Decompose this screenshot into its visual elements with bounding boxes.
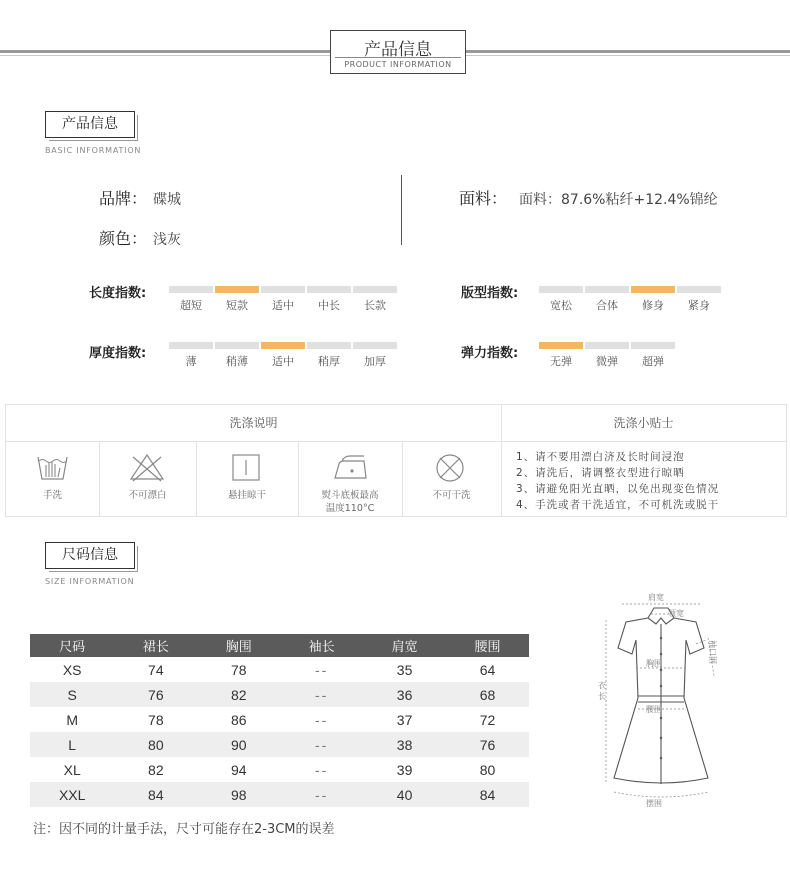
length-index-scale bbox=[169, 286, 397, 313]
length-index-bar bbox=[215, 286, 259, 293]
table-cell: 36 bbox=[363, 682, 446, 707]
wash-table bbox=[5, 404, 787, 517]
wash-cell-iron bbox=[298, 441, 402, 517]
fit-index-bar bbox=[585, 286, 629, 293]
table-cell: -- bbox=[280, 782, 363, 807]
fit-index-option-label: 紧身 bbox=[688, 299, 710, 312]
length-index-option bbox=[169, 286, 213, 313]
wash-tip: 4、手洗或者干洗适宜，不可机洗或脱干 bbox=[516, 499, 720, 511]
elasticity-index-option-label: 超弹 bbox=[642, 355, 664, 368]
size-section-subtitle: SIZE INFORMATION bbox=[45, 577, 135, 586]
elasticity-index-scale bbox=[539, 342, 675, 369]
size-col-header: 胸围 bbox=[197, 634, 280, 657]
hand-wash-icon bbox=[6, 451, 99, 483]
size-col-header: 裙长 bbox=[114, 634, 197, 657]
thickness-index-option bbox=[353, 342, 397, 369]
table-cell: 90 bbox=[197, 732, 280, 757]
wash-tip: 1、请不要用漂白济及长时间浸泡 bbox=[516, 451, 685, 463]
fabric-value: 面料：87.6%粘纤+12.4%锦纶 bbox=[519, 192, 718, 208]
thickness-index-scale bbox=[169, 342, 397, 369]
wash-tips-header: 洗涤小贴士 bbox=[501, 405, 786, 442]
table-cell: 82 bbox=[197, 682, 280, 707]
header-rule-right bbox=[465, 50, 790, 53]
table-cell: 78 bbox=[230, 661, 247, 678]
collar-width-label: 领宽 bbox=[668, 609, 684, 618]
table-cell: M bbox=[66, 711, 79, 728]
basic-section-subtitle: BASIC INFORMATION bbox=[45, 146, 142, 155]
elasticity-index-option bbox=[585, 342, 629, 369]
length-index-option bbox=[353, 286, 397, 313]
no-bleach-caption: 不可漂白 bbox=[128, 490, 167, 501]
length-index-option-label: 超短 bbox=[180, 299, 202, 312]
length-index-bar bbox=[169, 286, 213, 293]
length-index-option bbox=[261, 286, 305, 313]
size-table-header-row bbox=[30, 634, 529, 657]
chest-label: 胸围 bbox=[646, 659, 662, 668]
table-row bbox=[30, 782, 529, 807]
length-label-2: 长 bbox=[598, 692, 606, 701]
table-cell: 35 bbox=[396, 661, 413, 678]
elasticity-index-bar bbox=[539, 342, 583, 349]
wash-tips-list bbox=[516, 449, 719, 513]
length-index-bar bbox=[307, 286, 351, 293]
fit-index-scale bbox=[539, 286, 721, 313]
iron-caption-line1: 熨斗底板最高 bbox=[321, 490, 379, 501]
elasticity-index-label: 弹力指数: bbox=[461, 346, 519, 361]
fit-index-option-label: 宽松 bbox=[550, 299, 572, 312]
size-col-header: 袖长 bbox=[280, 634, 363, 657]
wash-tip: 2、请洗后，请调整衣型进行晾晒 bbox=[516, 467, 685, 479]
table-row bbox=[30, 757, 529, 782]
page-title: 产品信息 bbox=[364, 40, 432, 60]
table-cell: 38 bbox=[363, 732, 446, 757]
size-table bbox=[30, 634, 529, 807]
hang-dry-caption: 悬挂晾干 bbox=[227, 490, 266, 501]
thickness-index-option-label: 稍厚 bbox=[318, 355, 340, 368]
table-cell: 64 bbox=[479, 661, 496, 678]
table-cell: 84 bbox=[114, 782, 197, 807]
thickness-index-label: 厚度指数: bbox=[89, 346, 147, 361]
wash-divider-main bbox=[501, 405, 502, 516]
wash-instructions-header: 洗涤说明 bbox=[6, 405, 501, 442]
table-cell: 40 bbox=[363, 782, 446, 807]
page-subtitle: PRODUCT INFORMATION bbox=[331, 60, 465, 69]
table-row bbox=[30, 707, 529, 732]
fit-index-option bbox=[631, 286, 675, 313]
fit-index-option-label: 合体 bbox=[596, 299, 618, 312]
hem-label: 摆围 bbox=[646, 799, 662, 808]
size-col-header: 尺码 bbox=[30, 634, 114, 657]
fit-index-option-label: 修身 bbox=[642, 299, 664, 312]
table-cell: S bbox=[30, 682, 114, 707]
color-value: 浅灰 bbox=[153, 232, 181, 248]
elasticity-index-option bbox=[631, 342, 675, 369]
size-col-header: 肩宽 bbox=[363, 634, 446, 657]
hand-wash-caption: 手洗 bbox=[42, 490, 62, 501]
table-cell: 39 bbox=[396, 761, 413, 778]
table-cell: 74 bbox=[148, 661, 164, 678]
table-cell: 82 bbox=[148, 761, 164, 778]
elasticity-index-bar bbox=[631, 342, 675, 349]
thickness-index-bar bbox=[353, 342, 397, 349]
table-row bbox=[30, 682, 529, 707]
size-col-header: 腰围 bbox=[446, 634, 529, 657]
table-cell: 84 bbox=[446, 782, 529, 807]
table-row bbox=[30, 657, 529, 682]
thickness-index-bar bbox=[169, 342, 213, 349]
table-cell: 68 bbox=[446, 682, 529, 707]
thickness-index-option bbox=[307, 342, 351, 369]
length-index-option-label: 适中 bbox=[272, 299, 294, 312]
length-index-option-label: 中长 bbox=[318, 299, 340, 312]
table-cell: XS bbox=[62, 661, 82, 678]
wash-tip: 3、请避免阳光直晒，以免出现变色情况 bbox=[516, 483, 720, 495]
size-section-title: 尺码信息 bbox=[45, 542, 135, 569]
table-cell: 76 bbox=[114, 682, 197, 707]
shoulder-width-label: 肩宽 bbox=[648, 593, 664, 602]
table-cell: -- bbox=[315, 661, 329, 678]
header-rule-left bbox=[0, 50, 330, 53]
thickness-index-option-label: 薄 bbox=[185, 355, 197, 368]
iron-icon bbox=[298, 451, 402, 483]
length-index-option bbox=[307, 286, 351, 313]
table-cell: L bbox=[30, 732, 114, 757]
table-row bbox=[30, 732, 529, 757]
header-rule-left-thin bbox=[0, 55, 330, 56]
thickness-index-option bbox=[215, 342, 259, 369]
thickness-index-option-label: 加厚 bbox=[364, 355, 386, 368]
brand-value: 碟城 bbox=[153, 192, 181, 208]
fit-index-bar bbox=[631, 286, 675, 293]
wash-cell-hand-wash bbox=[6, 441, 99, 517]
table-cell: XL bbox=[63, 761, 81, 778]
table-cell: 98 bbox=[197, 782, 280, 807]
fit-index-option bbox=[677, 286, 721, 313]
thickness-index-bar bbox=[215, 342, 259, 349]
basic-section-title: 产品信息 bbox=[45, 111, 135, 138]
header-rule-right-thin bbox=[465, 55, 790, 56]
table-cell: -- bbox=[280, 682, 363, 707]
color-label: 颜色： bbox=[99, 229, 148, 248]
table-cell: 86 bbox=[230, 711, 247, 728]
thickness-index-bar bbox=[307, 342, 351, 349]
thickness-index-bar bbox=[261, 342, 305, 349]
size-note: 注：因不同的计量手法，尺寸可能存在2-3CM的误差 bbox=[33, 822, 335, 837]
hang-dry-icon bbox=[196, 451, 298, 483]
iron-caption bbox=[298, 489, 402, 515]
waist-label: 腰围 bbox=[646, 705, 662, 714]
iron-caption-line2: 温度110°C bbox=[325, 503, 375, 514]
length-index-bar bbox=[353, 286, 397, 293]
table-cell: 76 bbox=[446, 732, 529, 757]
elasticity-index-option bbox=[539, 342, 583, 369]
brand-label: 品牌： bbox=[99, 189, 148, 208]
fit-index-bar bbox=[677, 286, 721, 293]
elasticity-index-option-label: 微弹 bbox=[596, 355, 618, 368]
elasticity-index-bar bbox=[585, 342, 629, 349]
table-cell: 80 bbox=[114, 732, 197, 757]
length-label-1: 衣 bbox=[598, 681, 606, 690]
no-dry-clean-icon bbox=[402, 451, 501, 483]
cuff-label: 袖口围 bbox=[708, 640, 717, 664]
table-cell: 78 bbox=[148, 711, 164, 728]
table-cell: 72 bbox=[479, 711, 496, 728]
dress-measurement-diagram bbox=[596, 588, 726, 808]
wash-cell-hang-dry bbox=[196, 441, 298, 517]
thickness-index-option-label: 适中 bbox=[272, 355, 294, 368]
fit-index-label: 版型指数: bbox=[461, 286, 519, 301]
length-index-option-label: 长款 bbox=[364, 299, 386, 312]
length-index-option bbox=[215, 286, 259, 313]
table-cell: -- bbox=[280, 732, 363, 757]
fit-index-bar bbox=[539, 286, 583, 293]
table-cell: 94 bbox=[230, 761, 247, 778]
table-cell: 80 bbox=[479, 761, 496, 778]
fit-index-option bbox=[585, 286, 629, 313]
table-cell: XXL bbox=[30, 782, 114, 807]
thickness-index-option-label: 稍薄 bbox=[226, 355, 248, 368]
thickness-index-option bbox=[261, 342, 305, 369]
no-dry-clean-caption: 不可干洗 bbox=[432, 490, 471, 501]
wash-cell-no-dry-clean bbox=[402, 441, 501, 517]
length-index-option-label: 短款 bbox=[226, 299, 248, 312]
length-index-bar bbox=[261, 286, 305, 293]
fit-index-option bbox=[539, 286, 583, 313]
table-cell: -- bbox=[315, 761, 329, 778]
fabric-label: 面料： bbox=[459, 189, 508, 208]
wash-cell-no-bleach bbox=[99, 441, 196, 517]
table-cell: 37 bbox=[396, 711, 413, 728]
elasticity-index-option-label: 无弹 bbox=[550, 355, 572, 368]
header-title-box bbox=[330, 30, 466, 74]
basic-divider bbox=[401, 175, 402, 245]
no-bleach-icon bbox=[99, 451, 196, 483]
thickness-index-option bbox=[169, 342, 213, 369]
length-index-label: 长度指数: bbox=[89, 286, 147, 301]
table-cell: -- bbox=[315, 711, 329, 728]
